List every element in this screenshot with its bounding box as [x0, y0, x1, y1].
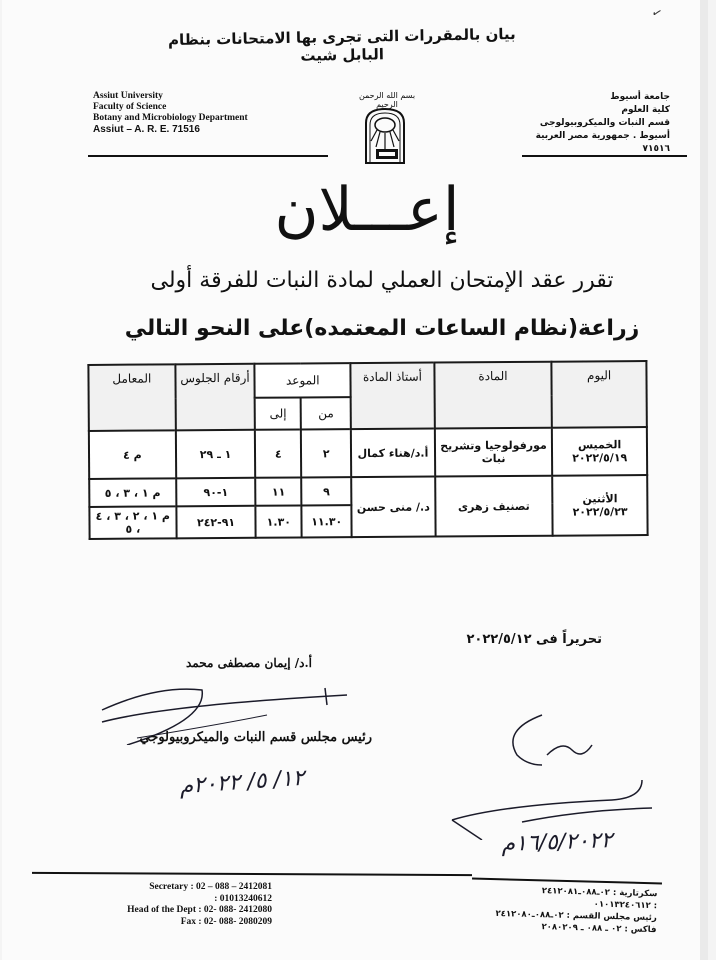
- cell-day: [552, 427, 647, 476]
- page-edge: [700, 0, 708, 960]
- faculty-name-ar: كلية العلوم: [621, 105, 670, 115]
- table-row: [89, 427, 647, 479]
- cell-from: ٢: [301, 429, 351, 477]
- signer-title: رئيس مجلس قسم النبات والميكروبيولوجي: [139, 730, 372, 745]
- header-day: اليوم: [552, 361, 647, 428]
- header-divider-right: [522, 155, 687, 157]
- cell-seats: ١ ـ ٢٩: [176, 430, 256, 479]
- header-time: الموعد: [255, 363, 351, 398]
- secretary-mobile-en: : 01013240612: [214, 893, 272, 904]
- cell-to: ٤: [255, 429, 301, 477]
- fax-ar: فاكس : ٠٢ ـ ٠٨٨ ـ ٢٠٨٠٢٠٩: [541, 922, 657, 936]
- cell-day: [552, 475, 647, 536]
- footer-contacts-en: [72, 882, 272, 928]
- basmala: بسم الله الرحمن الرحيم: [358, 91, 416, 109]
- secretary-phone-ar: سكرتارية : ٠٢ـ٠٨٨ـ٢٤١٢٠٨١: [541, 886, 658, 900]
- announcement-title: إعـــلان: [274, 175, 460, 245]
- footer-divider-left: [32, 872, 472, 876]
- cell-subject: تصنيف زهرى: [435, 476, 553, 537]
- address-ar: أسيوط . جمهورية مصر العربية ٧١٥١٦: [535, 131, 670, 154]
- head-phone-en: Head of the Dept : 02- 088- 2412080: [127, 905, 272, 915]
- day-name: الأثنين: [582, 492, 618, 506]
- footer-contacts-ar: [491, 884, 657, 936]
- header-time-from: من: [301, 397, 351, 429]
- secretary-mobile-ar: : ٠١٠١٣٢٤٠٦١٢: [593, 899, 658, 912]
- university-name-en: Assiut University: [93, 91, 163, 101]
- day-name: الخميس: [577, 438, 622, 452]
- department-name-en: Botany and Microbiology Department: [93, 113, 248, 123]
- cell-instructor: أ.د/هناء كمال: [351, 429, 435, 478]
- day-date: ٢٠٢٢/٥/١٩: [572, 451, 628, 465]
- header-instructor: أستاذ المادة: [351, 363, 435, 430]
- announcement-body-line-2: زراعة(نظام الساعات المعتمده)على النحو التالي: [124, 316, 640, 341]
- university-logo-icon: [352, 105, 418, 165]
- header-labs: المعامل: [88, 364, 175, 431]
- department-name-ar: قسم النبات والميكروبيولوجى: [539, 118, 670, 128]
- faculty-name-en: Faculty of Science: [93, 102, 167, 112]
- written-on-date: تحريراً فى ٢٠٢٢/٥/١٢: [466, 632, 602, 647]
- head-phone-ar: رئيس مجلس القسم : ٠٢ـ٠٨٨ـ٢٤١٢٠٨٠: [495, 908, 657, 924]
- exam-schedule-table: [87, 360, 648, 540]
- cell-seats: ٩١-٢٤٢: [176, 506, 256, 539]
- signature-scribble-right: [442, 710, 672, 840]
- check-mark-icon: ✓: [649, 4, 665, 22]
- cell-from: ٩: [301, 477, 351, 505]
- handwritten-date-left: ١٢/ ٥/ ٢٠٢٢م: [178, 765, 306, 800]
- header-time-to: إلى: [255, 397, 301, 429]
- table-row: [89, 475, 647, 507]
- cell-labs: م ٤: [89, 430, 176, 479]
- secretary-phone-en: Secretary : 02 – 088 – 2412081: [149, 882, 272, 892]
- cell-instructor: د./ منى حسن: [351, 477, 435, 538]
- document-page: [2, 0, 708, 960]
- header-subject: المادة: [434, 362, 552, 429]
- document-top-title: بيان بالمقررات التى تجرى بها الامتحانات بنظام البابل شيت: [167, 24, 516, 65]
- cell-to: ١١: [256, 477, 302, 505]
- signer-name: أ.د/ إيمان مصطفى محمد: [185, 656, 312, 670]
- arabic-letterhead: [522, 91, 670, 156]
- handwritten-date-right: ١٦/٥/٢٠٢٢م: [501, 828, 613, 857]
- cell-labs: م ١ ، ٣ ، ٥: [89, 478, 176, 507]
- university-name-ar: جامعة أسيوط: [610, 92, 670, 102]
- english-letterhead: [93, 91, 248, 135]
- day-date: ٢٠٢٢/٥/٢٣: [572, 505, 628, 519]
- cell-subject: مورفولوجيا وتشريح نبات: [435, 428, 553, 477]
- cell-to: ١.٣٠: [256, 505, 302, 537]
- announcement-body-line-1: تقرر عقد الإمتحان العملي لمادة النبات للفرقة أولى: [150, 268, 614, 293]
- address-en: Assiut – A. R. E. 71516: [93, 124, 200, 135]
- cell-seats: ١-٩٠: [176, 478, 256, 507]
- header-seat-numbers: أرقام الجلوس: [175, 364, 255, 431]
- cell-labs: م ١ ، ٢ ، ٣ ، ٤ ، ٥: [89, 506, 176, 539]
- cell-from: ١١.٣٠: [302, 505, 352, 537]
- fax-en: Fax : 02- 088- 2080209: [180, 916, 272, 927]
- header-divider-left: [88, 155, 328, 157]
